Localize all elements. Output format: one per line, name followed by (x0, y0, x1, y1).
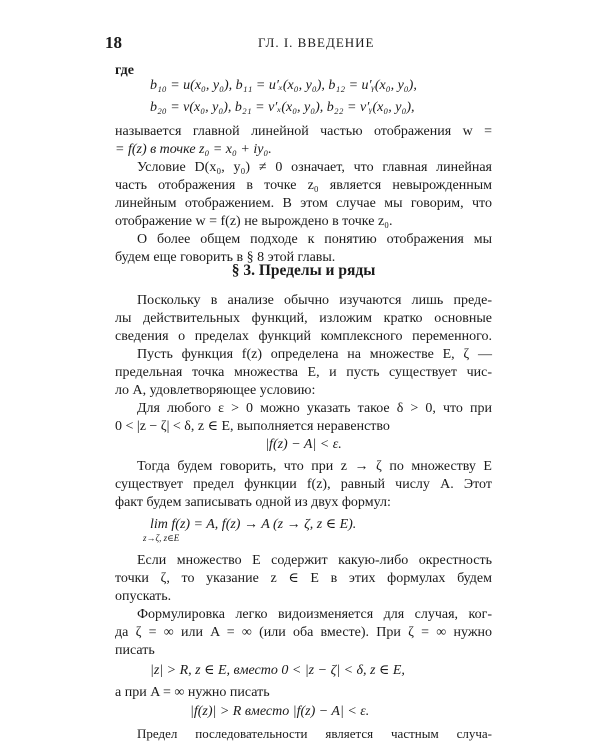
running-title: ГЛ. I. ВВЕДЕНИЕ (258, 35, 375, 50)
text-line: а при A = ∞ нужно писать (115, 685, 270, 700)
equation-limit-subscript: z→ζ, z∈E (143, 533, 180, 543)
text-line: Для любого ε > 0 можно указать такое δ > 0, что при (137, 401, 492, 416)
text-line: Если множество E содержит какую-либо окрестность (137, 553, 492, 568)
text-line: сведения о пределах функций комплексного переменного. (115, 329, 492, 344)
equation-limit: lim f(z) = A, f(z) → A (z → ζ, z ∈ E). (150, 517, 357, 532)
text-line: часть отображения в точке z₀ является невырожденным (115, 178, 492, 193)
equation-b-row-2: b₂₀ = v(x₀, y₀), b₂₁ = v′ₓ(x₀, y₀), b₂₂ = v′ᵧ(x₀, y₀), (150, 100, 415, 115)
equation-b-row-1: b₁₀ = u(x₀, y₀), b₁₁ = u′ₓ(x₀, y₀), b₁₂ = u′ᵧ(x₀, y₀), (150, 78, 417, 93)
equation-inequality: |f(z) − A| < ε. (265, 437, 342, 452)
section-heading: § 3. Пределы и ряды (231, 262, 376, 279)
text-line: существует предел функции f(z), равный числу A. Этот (115, 477, 492, 492)
text-line: О более общем подходе к понятию отображения мы (137, 232, 492, 247)
text-line: Формулировка легко видоизменяется для случая, ког- (137, 607, 492, 622)
text-line: Поскольку в анализе обычно изучаются лишь преде- (137, 293, 492, 308)
text-line: писать (115, 643, 155, 658)
page-number: 18 (105, 33, 122, 52)
text-line: факт будем записывать одной из двух формул: (115, 495, 391, 510)
equation-infinity-1: |z| > R, z ∈ E, вместо 0 < |z − ζ| < δ, z ∈ E, (150, 663, 405, 678)
text-line: точки ζ, то указание z ∈ E в этих формулах будем (115, 571, 492, 586)
text-line: линейным отображением. В этом случае мы говорим, что (115, 196, 492, 211)
text-line: отображение w = f(z) не вырождено в точке z₀. (115, 214, 393, 229)
text-line: будем еще говорить в § 8 этой главы. (115, 250, 336, 265)
text-line: Тогда будем говорить, что при z → ζ по множеству E (137, 459, 492, 474)
text-line: Предел последовательности является частным случа- (137, 726, 492, 741)
intro-word: где (115, 63, 134, 78)
text-line: предельная точка множества E, и пусть существует чис- (115, 365, 492, 380)
text-line: опускать. (115, 589, 172, 604)
text-line: Условие D(x₀, y₀) ≠ 0 означает, что главная линейная (137, 160, 492, 175)
equation-infinity-2: |f(z)| > R вместо |f(z) − A| < ε. (190, 704, 370, 719)
text-line: 0 < |z − ζ| < δ, z ∈ E, выполняется неравенство (115, 419, 390, 434)
text-line: = f(z) в точке z₀ = x₀ + iy₀. (115, 142, 272, 157)
text-line: да ζ = ∞ или A = ∞ (или оба вместе). При ζ = ∞ нужно (115, 625, 492, 640)
text-line: называется главной линейной частью отображения w = (115, 124, 492, 139)
text-line: лы действительных функций, изложим кратко основные (115, 311, 492, 326)
text-line: ло A, удовлетворяющее условию: (115, 383, 316, 398)
text-line: Пусть функция f(z) определена на множестве E, ζ — (137, 347, 492, 362)
